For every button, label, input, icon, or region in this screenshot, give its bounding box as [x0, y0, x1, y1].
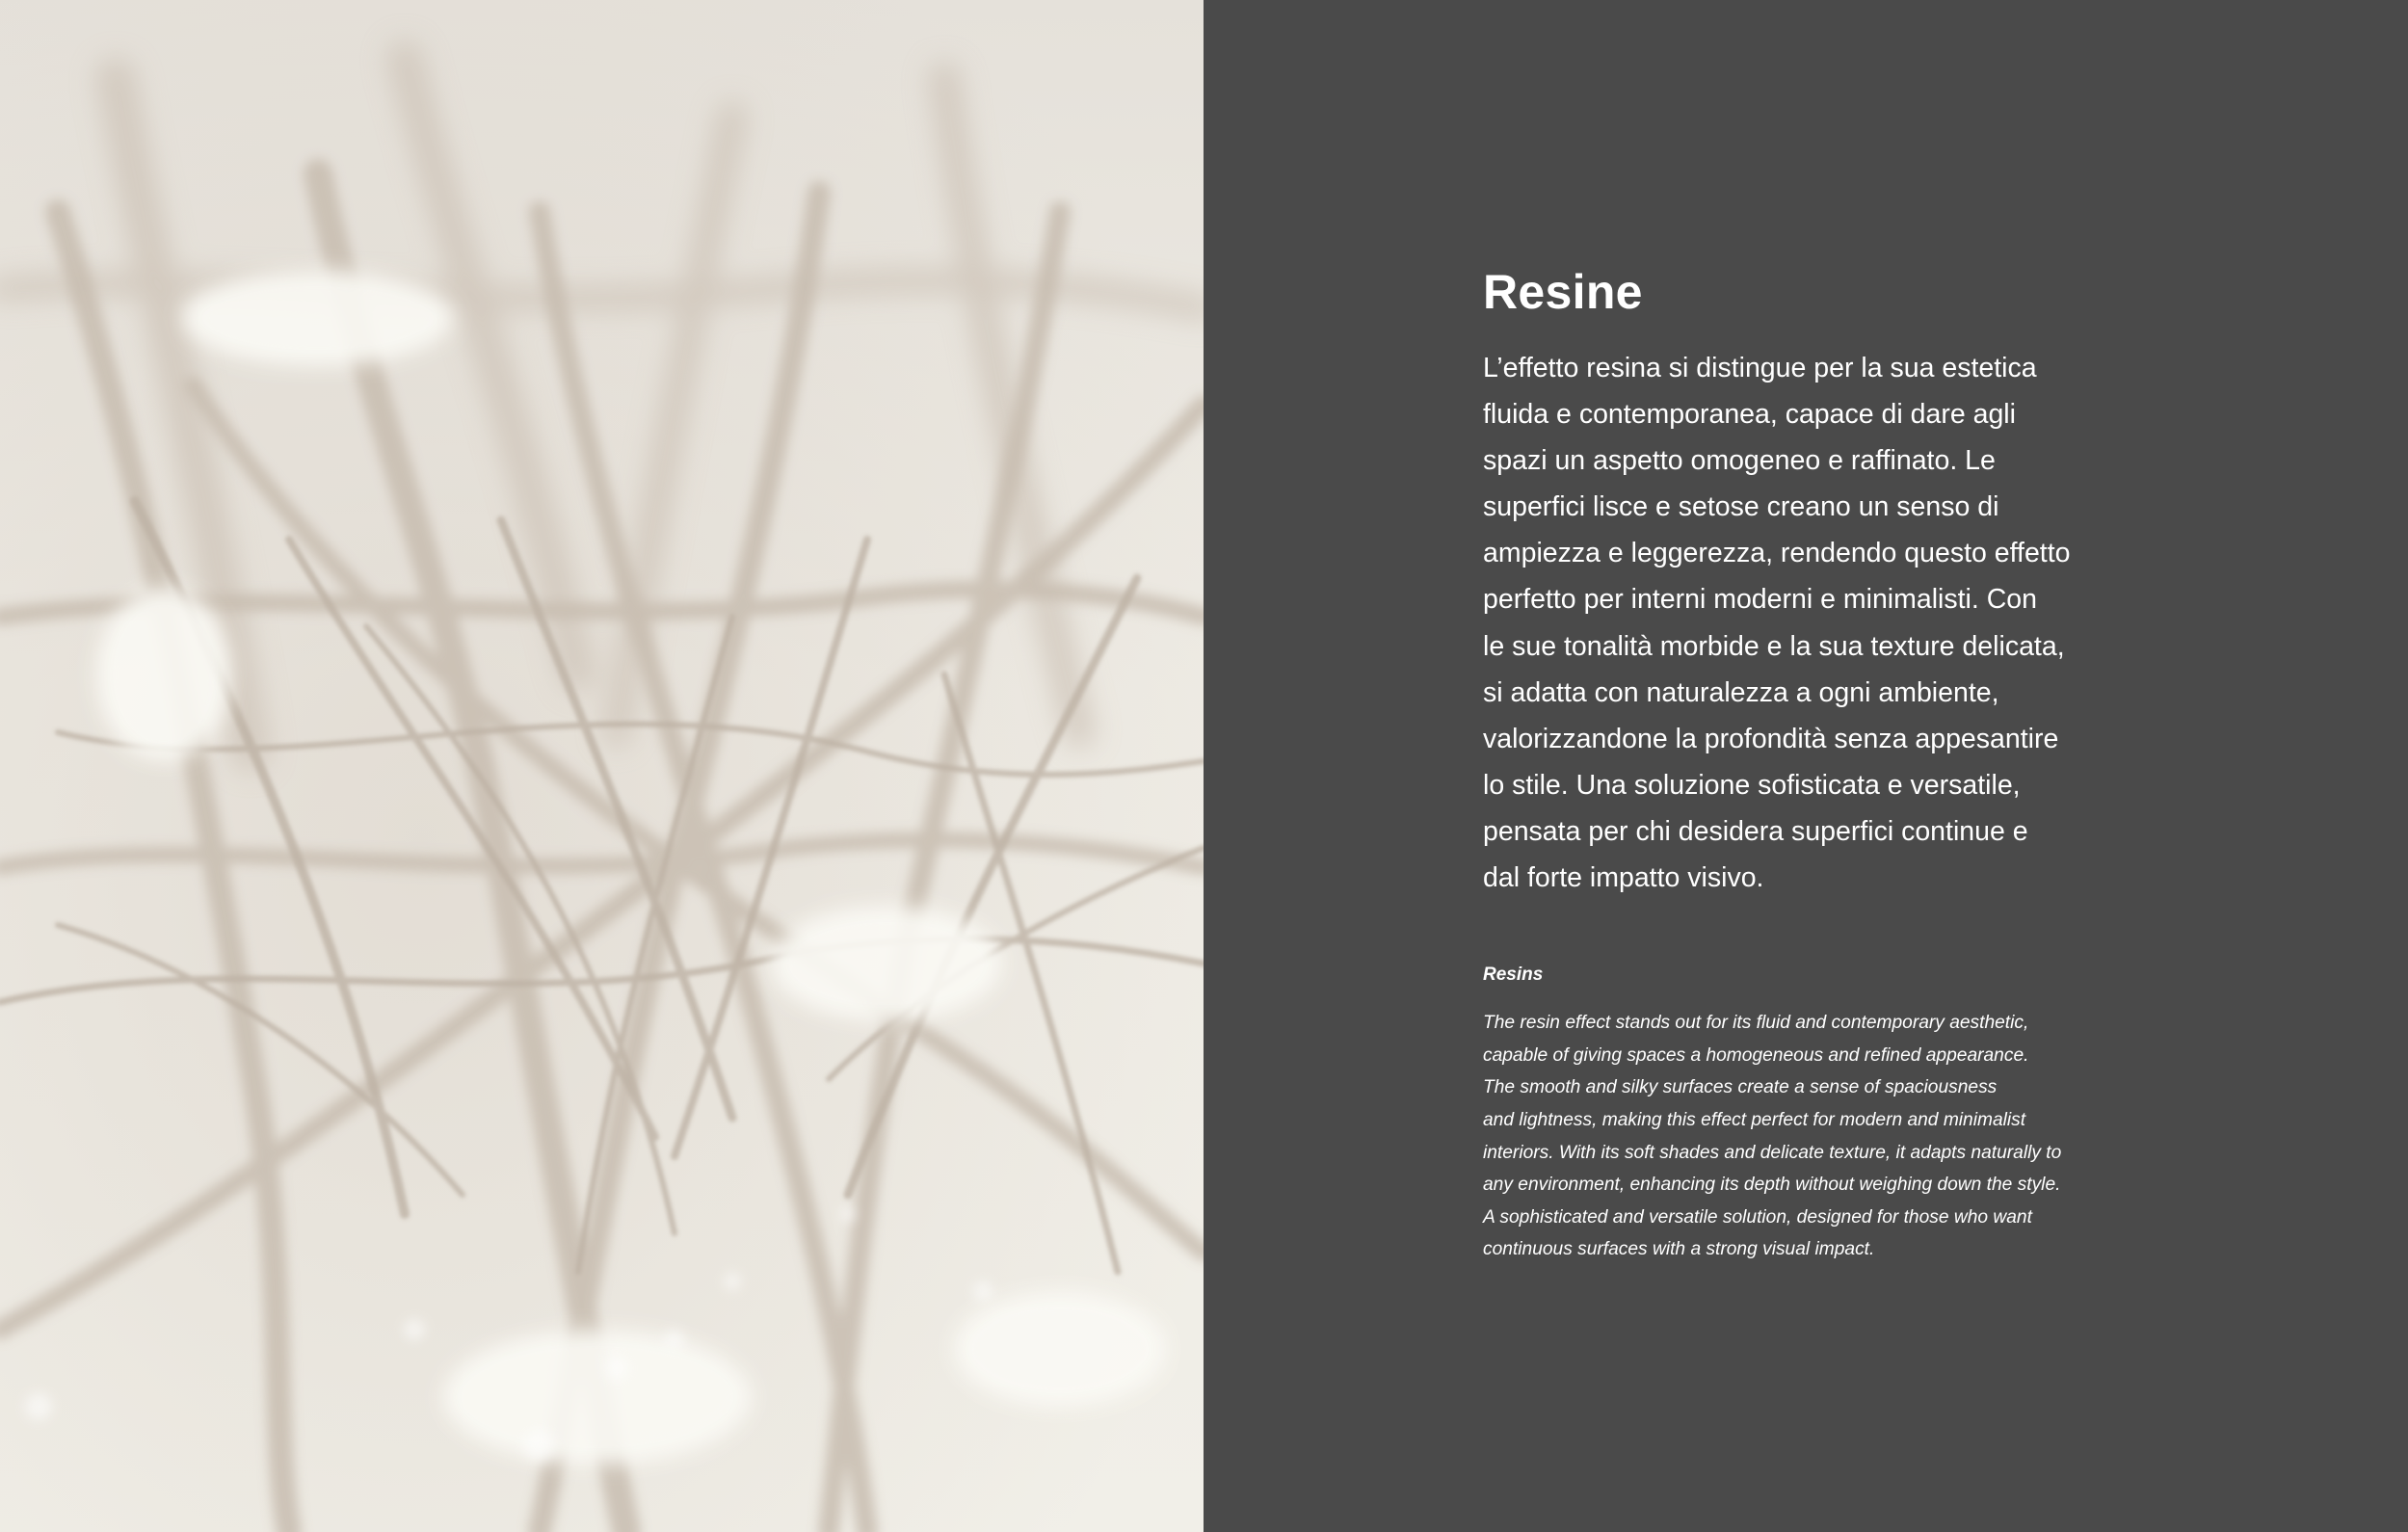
italian-description-line: ampiezza e leggerezza, rendendo questo effetto	[1483, 538, 2071, 569]
italian-description-line: dal forte impatto visivo.	[1483, 862, 1764, 894]
english-description-line: capable of giving spaces a homogeneous and refined appearance.	[1483, 1044, 2029, 1066]
italian-description-line: lo stile. Una soluzione sofisticata e versatile,	[1483, 769, 2021, 801]
italian-description-line: si adatta con naturalezza a ogni ambiente,	[1483, 676, 1999, 708]
english-description-line: The resin effect stands out for its fluid and contemporary aesthetic,	[1483, 1013, 2029, 1034]
english-description-line: and lightness, making this effect perfect for modern and minimalist	[1483, 1109, 2026, 1130]
text-panel	[1204, 0, 2408, 1532]
english-description-line: The smooth and silky surfaces create a sense of spaciousness	[1483, 1077, 1998, 1098]
english-description-line: interiors. With its soft shades and delicate texture, it adapts naturally to	[1483, 1142, 2062, 1163]
english-subtitle: Resins	[1483, 964, 1544, 986]
page-title: Resine	[1483, 265, 1643, 319]
italian-description	[1483, 345, 2109, 901]
italian-description-line: superfici lisce e setose creano un senso di	[1483, 491, 1999, 523]
italian-description-line: perfetto per interni moderni e minimalisti. Con	[1483, 584, 2037, 616]
english-description	[1483, 1007, 2109, 1266]
italian-description-line: L’effetto resina si distingue per la sua estetica	[1483, 353, 2037, 383]
italian-description-line: pensata per chi desidera superfici continue e	[1483, 815, 2028, 847]
italian-description-line: le sue tonalità morbide e la sua texture delicata,	[1483, 630, 2065, 662]
italian-description-line: spazi un aspetto omogeneo e raffinato. Le	[1483, 445, 1996, 477]
italian-description-line: fluida e contemporanea, capace di dare agli	[1483, 399, 2016, 431]
italian-description-line: valorizzandone la profondità senza appesantire	[1483, 723, 2059, 754]
english-description-line: any environment, enhancing its depth without weighing down the style.	[1483, 1175, 2061, 1196]
english-description-line: continuous surfaces with a strong visual impact.	[1483, 1239, 1875, 1260]
content-block	[1483, 258, 2109, 1266]
english-description-line: A sophisticated and versatile solution, designed for those who want	[1483, 1206, 2032, 1228]
